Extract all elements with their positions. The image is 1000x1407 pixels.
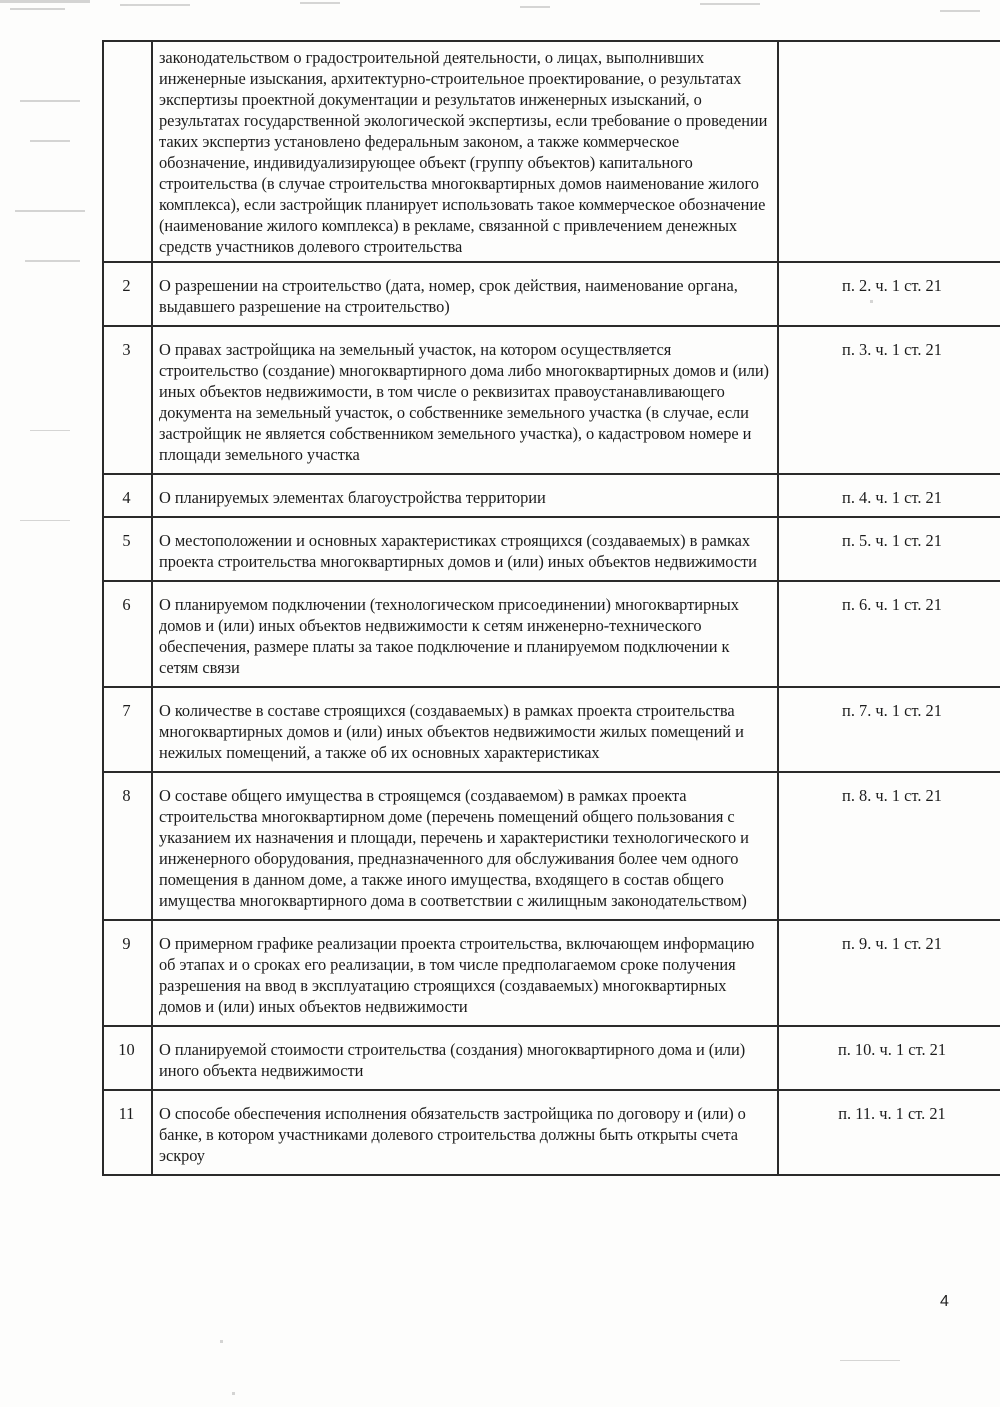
row-description <box>152 1090 778 1175</box>
table-row <box>103 262 1000 326</box>
table-row <box>103 1090 1000 1175</box>
row-number: 3 <box>103 326 152 474</box>
row-description <box>152 687 778 772</box>
table-row <box>103 687 1000 772</box>
table-row <box>103 326 1000 474</box>
row-description-text: О составе общего имущества в строящемся (создаваемом) в рамках проекта строительства многоквартирном доме (перечень помещений общего пользования с указанием их назначения и площади, перечень и характеристики технологического и инженерного оборудования, предназначенного для обслуживания более чем одного помещения в данном доме, а также иного имущества, входящего в состав общего имущества многоквартирного дома в соответствии с жилищным законодательством) <box>159 786 749 910</box>
row-number: 9 <box>103 920 152 1026</box>
row-description-text: О планируемой стоимости строительства (создания) многоквартирного дома и (или) иного объекта недвижимости <box>159 1040 746 1080</box>
row-number: 11 <box>103 1090 152 1175</box>
row-reference <box>778 41 1000 262</box>
row-description-text: О местоположении и основных характеристиках строящихся (создаваемых) в рамках проекта строительства многоквартирных домов и (или) иных объектов недвижимости <box>159 531 757 571</box>
table-row <box>103 581 1000 687</box>
row-description <box>152 517 778 581</box>
row-reference: п. 6. ч. 1 ст. 21 <box>778 581 1000 687</box>
row-number: 7 <box>103 687 152 772</box>
table-row <box>103 517 1000 581</box>
row-reference: п. 9. ч. 1 ст. 21 <box>778 920 1000 1026</box>
row-number: 5 <box>103 517 152 581</box>
row-reference: п. 8. ч. 1 ст. 21 <box>778 772 1000 920</box>
row-description <box>152 326 778 474</box>
page-number: 4 <box>940 1293 949 1310</box>
row-description-text: О планируемых элементах благоустройства территории <box>159 488 546 507</box>
row-description <box>152 1026 778 1090</box>
table-row <box>103 1026 1000 1090</box>
row-reference: п. 2. ч. 1 ст. 21 <box>778 262 1000 326</box>
row-description-text: О планируемом подключении (технологическом присоединении) многоквартирных домов и (или) иных объектов недвижимости к сетям инженерно-технического обеспечения, размере платы за такое подключение и планируемом подключении к сетям связи <box>159 595 739 677</box>
row-description-text: О количестве в составе строящихся (создаваемых) в рамках проекта строительства многоквартирных домов и (или) иных объектов недвижимости жилых помещений и нежилых помещений, а также об их основных характеристиках <box>159 701 744 762</box>
row-description <box>152 474 778 517</box>
table-row <box>103 920 1000 1026</box>
row-description-text: О разрешении на строительство (дата, номер, срок действия, наименование органа, выдавшего разрешение на строительство) <box>159 276 738 316</box>
row-description-text: О примерном графике реализации проекта строительства, включающем информацию об этапах и о сроках его реализации, в том числе предполагаемом сроке получения разрешения на ввод в эксплуатацию строящихся (создаваемых) многоквартирных домов и (или) иных объектов недвижимости <box>159 934 755 1016</box>
requirements-table <box>102 40 1000 1176</box>
table-row <box>103 41 1000 262</box>
row-number: 6 <box>103 581 152 687</box>
row-number: 10 <box>103 1026 152 1090</box>
table-row <box>103 772 1000 920</box>
table-row <box>103 474 1000 517</box>
row-reference: п. 7. ч. 1 ст. 21 <box>778 687 1000 772</box>
row-number: 8 <box>103 772 152 920</box>
row-description <box>152 262 778 326</box>
row-number: 4 <box>103 474 152 517</box>
row-reference: п. 5. ч. 1 ст. 21 <box>778 517 1000 581</box>
row-number: 2 <box>103 262 152 326</box>
row-number <box>103 41 152 262</box>
row-reference: п. 4. ч. 1 ст. 21 <box>778 474 1000 517</box>
row-description-text: О правах застройщика на земельный участок, на котором осуществляется строительство (создание) многоквартирного дома либо многоквартирных домов и (или) иных объектов недвижимости, в том числе о реквизитах правоустанавливающего документа на земельный участок, о собственнике земельного участка (в случае, если застройщик не является собственником земельного участка), о кадастровом номере и площади земельного участка <box>159 340 769 464</box>
row-reference: п. 10. ч. 1 ст. 21 <box>778 1026 1000 1090</box>
row-reference: п. 3. ч. 1 ст. 21 <box>778 326 1000 474</box>
row-description <box>152 581 778 687</box>
row-description <box>152 41 778 262</box>
row-description-text: законодательством о градостроительной деятельности, о лицах, выполнивших инженерные изыскания, архитектурно-строительное проектирование, о результатах экспертизы проектной документации и результатов инженерных изысканий, о результатах государственной экологической экспертизы, если требование о проведении таких экспертиз установлено федеральным законом, а также коммерческое обозначение, индивидуализирующее объект (группу объектов) капитального строительства (в случае строительства многоквартирных домов наименование жилого комплекса), если застройщик планирует использовать такое коммерческое обозначение (наименование жилого комплекса) в рекламе, связанной с привлечением денежных средств участников долевого строительства <box>159 48 768 256</box>
row-description <box>152 772 778 920</box>
row-description-text: О способе обеспечения исполнения обязательств застройщика по договору и (или) о банке, в котором участниками долевого строительства должны быть открыты счета эскроу <box>159 1104 746 1165</box>
row-description <box>152 920 778 1026</box>
row-reference: п. 11. ч. 1 ст. 21 <box>778 1090 1000 1175</box>
